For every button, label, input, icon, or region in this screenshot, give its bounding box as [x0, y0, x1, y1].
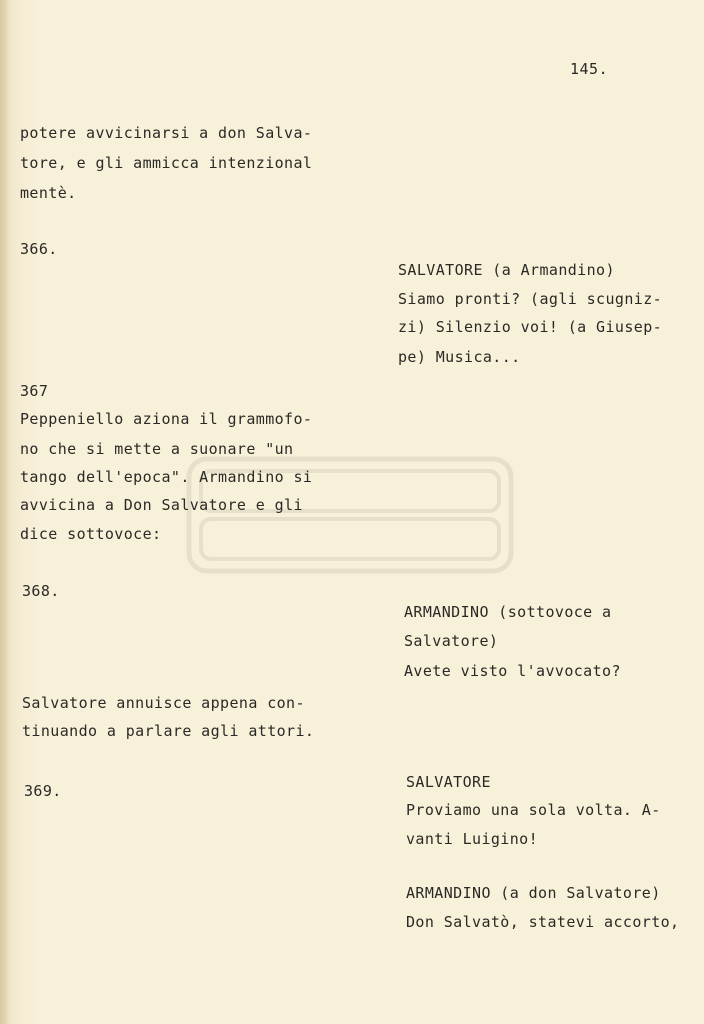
dialogue-line: SALVATORE — [406, 773, 491, 791]
scene-text-line: tango dell'epoca". Armandino si — [20, 468, 313, 486]
scene-text-line: dice sottovoce: — [20, 525, 162, 543]
page-number: 145. — [570, 60, 609, 78]
scene-text-line: potere avvicinarsi a don Salva- — [20, 124, 313, 142]
dialogue-line: SALVATORE (a Armandino) — [398, 261, 615, 279]
scene-text-line: no che si mette a suonare "un — [20, 440, 294, 458]
dialogue-line: Salvatore) — [404, 632, 499, 650]
scene-text-line: Peppeniello aziona il grammofo- — [20, 410, 313, 428]
scene-number: 369. — [24, 782, 62, 800]
dialogue-line: ARMANDINO (sottovoce a — [404, 603, 612, 621]
scene-text-line: tore, e gli ammicca intenzional — [20, 154, 313, 172]
scene-text-line: mentè. — [20, 184, 77, 202]
dialogue-line: vanti Luigino! — [406, 830, 539, 848]
dialogue-line: pe) Musica... — [398, 348, 521, 366]
dialogue-line: zi) Silenzio voi! (a Giusep- — [398, 318, 663, 336]
scene-number: 367 — [20, 382, 49, 400]
scene-text-line: tinuando a parlare agli attori. — [22, 722, 315, 740]
scene-text-line: Salvatore annuisce appena con- — [22, 694, 305, 712]
scene-text-line: avvicina a Don Salvatore e gli — [20, 496, 303, 514]
binding-shadow — [0, 0, 10, 1024]
scene-number: 368. — [22, 582, 60, 600]
scene-number: 366. — [20, 240, 58, 258]
dialogue-line: Avete visto l'avvocato? — [404, 662, 621, 680]
dialogue-line: Proviamo una sola volta. A- — [406, 801, 661, 819]
dialogue-line: Don Salvatò, statevi accorto, — [406, 913, 680, 931]
dialogue-line: Siamo pronti? (agli scugniz- — [398, 290, 663, 308]
dialogue-line: ARMANDINO (a don Salvatore) — [406, 884, 661, 902]
